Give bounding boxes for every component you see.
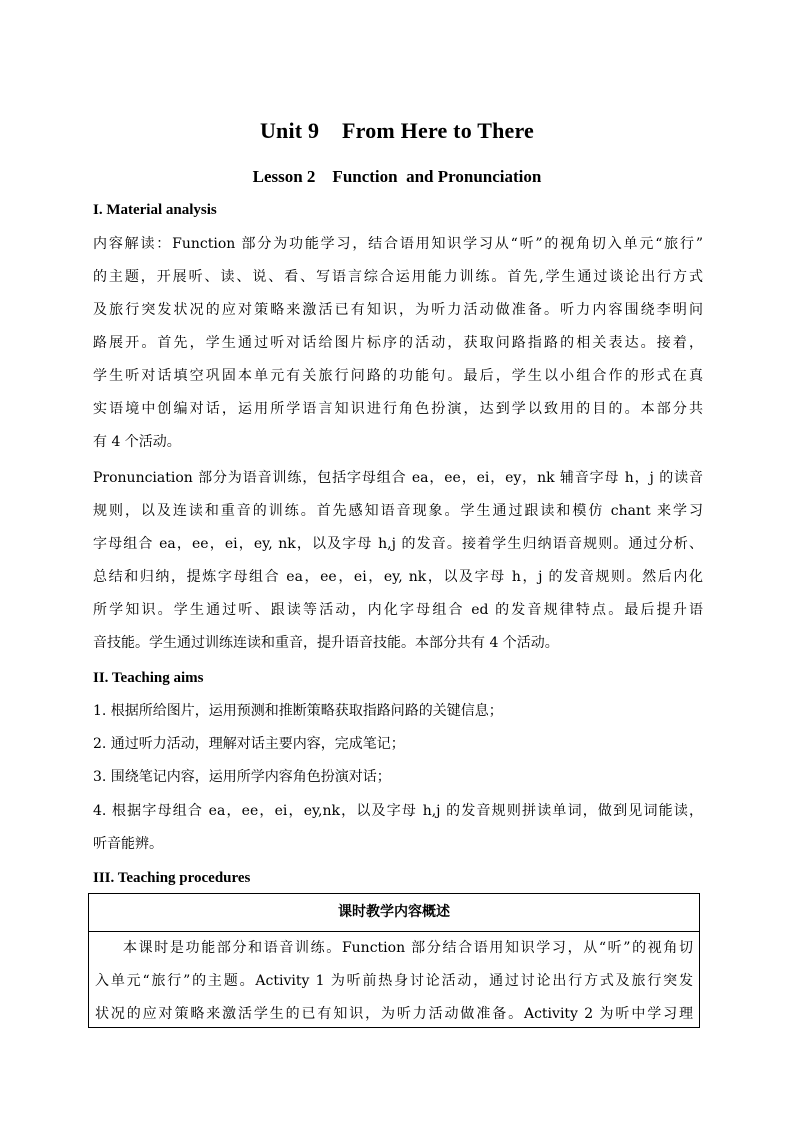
text-line: 规则，以及连读和重音的训练。首先感知语音现象。学生通过跟读和模仿 chant 来学习	[93, 503, 703, 519]
text-line: 学生听对话填空巩固本单元有关旅行问路的功能句。最后，学生以小组合作的形式在真	[93, 368, 703, 384]
text-line: 实语境中创编对话，运用所学语言知识进行角色扮演，达到学以致用的目的。本部分共	[93, 401, 703, 417]
teaching-aim-3	[93, 761, 703, 794]
teaching-procedures-table	[88, 893, 700, 1028]
text-line: 音技能。学生通过训练连读和重音，提升语音技能。本部分共有 4 个活动。	[93, 635, 559, 651]
text-line: 1. 根据所给图片，运用预测和推断策略获取指路问路的关键信息；	[93, 703, 503, 719]
text-line: 入单元“旅行”的主题。Activity 1 为听前热身讨论活动，通过讨论出行方式及旅行突发	[95, 973, 693, 989]
text-line: 4. 根据字母组合 ea，ee，ei，ey,nk，以及字母 h,j 的发音规则拼读单词，做到见词能读，	[93, 803, 703, 819]
section-heading-material-analysis: I. Material analysis	[93, 202, 217, 218]
table-header-cell: 课时教学内容概述	[89, 894, 699, 932]
text-line: Pronunciation 部分为语音训练，包括字母组合 ea，ee，ei，ey，nk 辅音字母 h，j 的读音	[93, 470, 703, 486]
text-line: 有 4 个活动。	[93, 434, 181, 450]
text-line: 本课时是功能部分和语音训练。Function 部分结合语用知识学习，从“听”的视角切	[123, 940, 693, 956]
text-line: 总结和归纳，提炼字母组合 ea，ee，ei，ey, nk，以及字母 h，j 的发音规则。然后内化	[93, 569, 703, 585]
text-line: 路展开。首先，学生通过听对话给图片标序的活动，获取问路指路的相关表达。接着，	[93, 335, 703, 351]
text-line: 状况的应对策略来激活学生的已有知识，为听力活动做准备。Activity 2 为听中学习理	[95, 1006, 693, 1022]
text-line: 及旅行突发状况的应对策略来激活已有知识，为听力活动做准备。听力内容围绕李明问	[93, 302, 703, 318]
section-heading-teaching-procedures: III. Teaching procedures	[93, 870, 251, 886]
material-analysis-paragraph-pronunciation	[93, 462, 703, 660]
teaching-aim-4	[93, 795, 703, 861]
text-line: 2. 通过听力活动，理解对话主要内容，完成笔记；	[93, 736, 405, 752]
lesson-title: Lesson 2 Function and Pronunciation	[252, 167, 542, 186]
unit-title: Unit 9 From Here to There	[259, 118, 535, 143]
text-line: 所学知识。学生通过听、跟读等活动，内化字母组合 ed 的发音规律特点。最后提升语	[93, 602, 703, 618]
teaching-aim-1	[93, 695, 703, 728]
text-line: 字母组合 ea，ee，ei，ey, nk，以及字母 h,j 的发音。接着学生归纳语音规则。通过分析、	[93, 536, 703, 552]
text-line: 听音能辨。	[93, 836, 163, 852]
text-line: 内容解读：Function 部分为功能学习，结合语用知识学习从“听”的视角切入单元“旅行”	[93, 236, 703, 252]
table-body-cell	[89, 932, 699, 1031]
teaching-aim-2	[93, 728, 703, 761]
material-analysis-paragraph-function	[93, 228, 703, 459]
text-line: 3. 围绕笔记内容，运用所学内容角色扮演对话；	[93, 769, 391, 785]
text-line: 的主题，开展听、读、说、看、写语言综合运用能力训练。首先,学生通过谈论出行方式	[93, 269, 703, 285]
section-heading-teaching-aims: II. Teaching aims	[93, 670, 204, 686]
